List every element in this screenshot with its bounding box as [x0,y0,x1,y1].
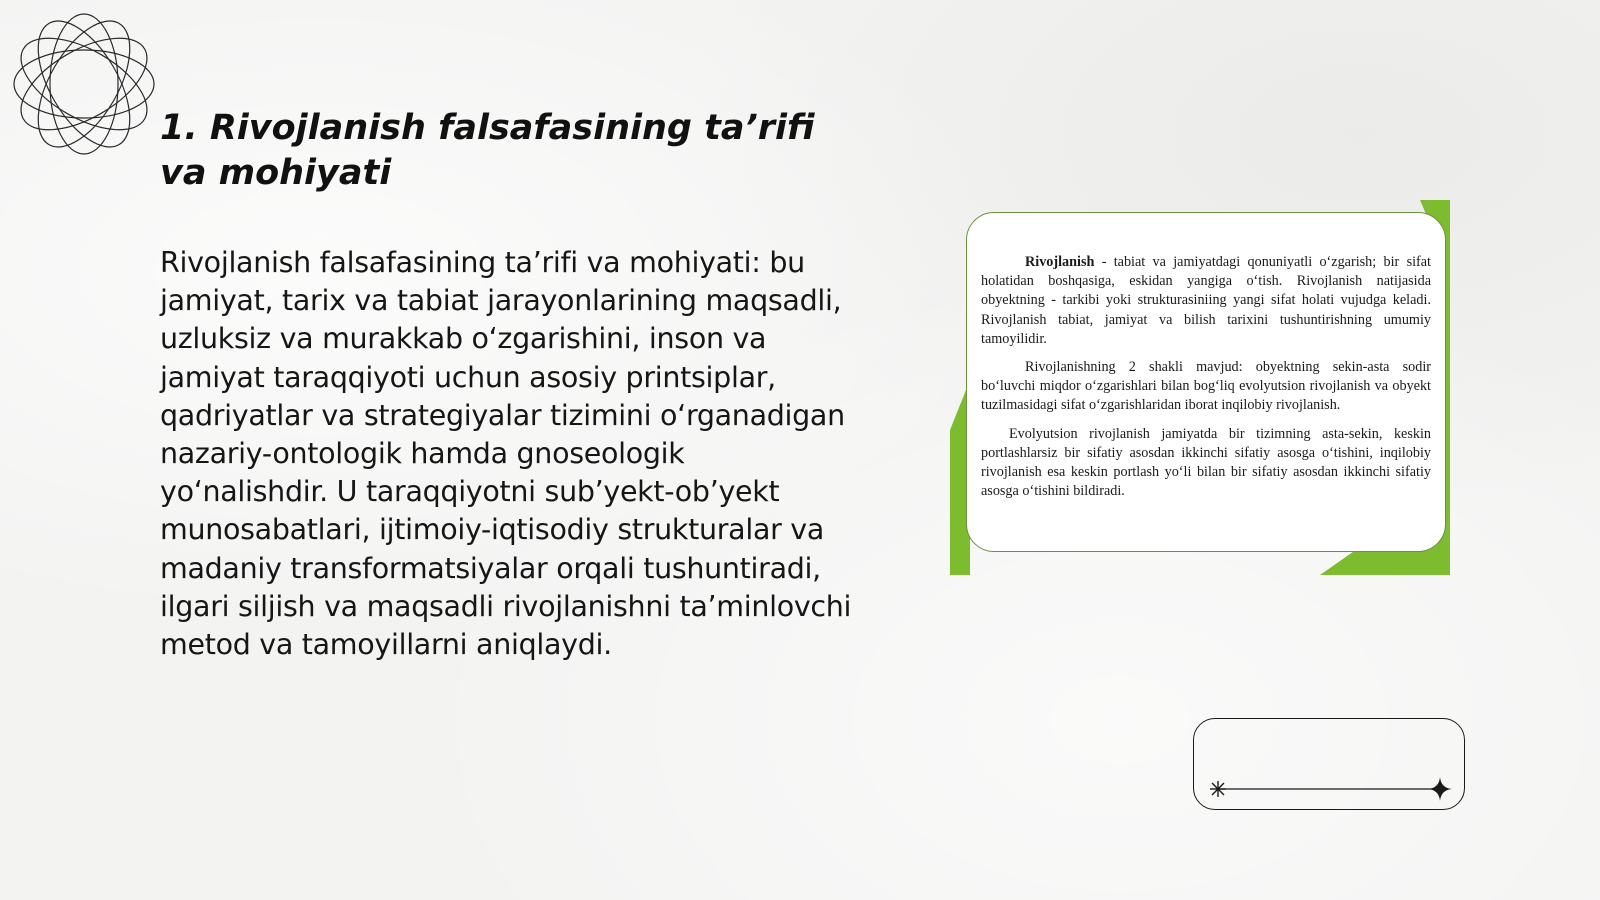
figure-paragraph-3: Evolyutsion rivojlanish jamiyatda bir tizimning asta-sekin, keskin portlashlarsiz bir sifatiy asosdan ikkinchi sifatiy asosga o‘tishini, inqilobiy rivojlanish esa keskin portlash yo‘li bilan bir sifatiy asosdan ikkinchi sifatiy asosga o‘tishini bildiradi. [981,425,1431,500]
decorative-frame [1193,718,1465,810]
definition-figure [950,200,1450,575]
figure-paragraph-2: Rivojlanishning 2 shakli mavjud: obyektning sekin-asta sodir bo‘luvchi miqdor o‘zgarishlari bilan bog‘liq evolyutsion rivojlanish va obyekt tuzilmasidagi sifat o‘zgarishlaridan iborat inqilobiy rivojlanish. [981,359,1431,414]
slide-title: 1. Rivojlanish falsafasining ta’rifi va mohiyati [160,108,815,193]
figure-paragraph-1 [981,253,1431,349]
sparkle-icon [1210,781,1226,797]
star-icon [1428,777,1452,801]
figure-card [966,212,1446,552]
figure-paragraph-1-text: - tabiat va jamiyatdagi qonuniyatli o‘zgarish; bir sifat holatidan boshqasiga, eskidan yangiga o‘tish. Rivojlanish natijasida obyektning - tarkibi yoki strukturasiniing yangi sifat holati vujudga keladi. Rivojlanish tabiat, jamiyat va bilish tarixini tushuntirishning umumiy tamoyilidir. [981,254,1431,347]
body-paragraph: Rivojlanish falsafasining ta’rifi va mohiyati: bu jamiyat, tarix va tabiat jarayonlarining maqsadli, uzluksiz va murakkab o‘zgarishini, inson va jamiyat taraqqiyoti uchun asosiy printsiplar, qadriyatlar va strategiyalar tizimini o‘rganadigan nazariy-ontologik hamda gnoseologik yo‘nalishdir. U taraqqiyotni sub’yekt-ob’yekt munosabatlari, ijtimoiy-iqtisodiy strukturalar va madaniy transformatsiyalar orqali tushuntiradi, ilgari siljish va maqsadli rivojlanishni ta’minlovchi metod va tamoyillarni aniqlaydi. [160,246,852,662]
decorative-line [1194,719,1466,811]
orbit-rings-icon [10,10,158,158]
figure-term: Rivojlanish [1025,254,1095,270]
